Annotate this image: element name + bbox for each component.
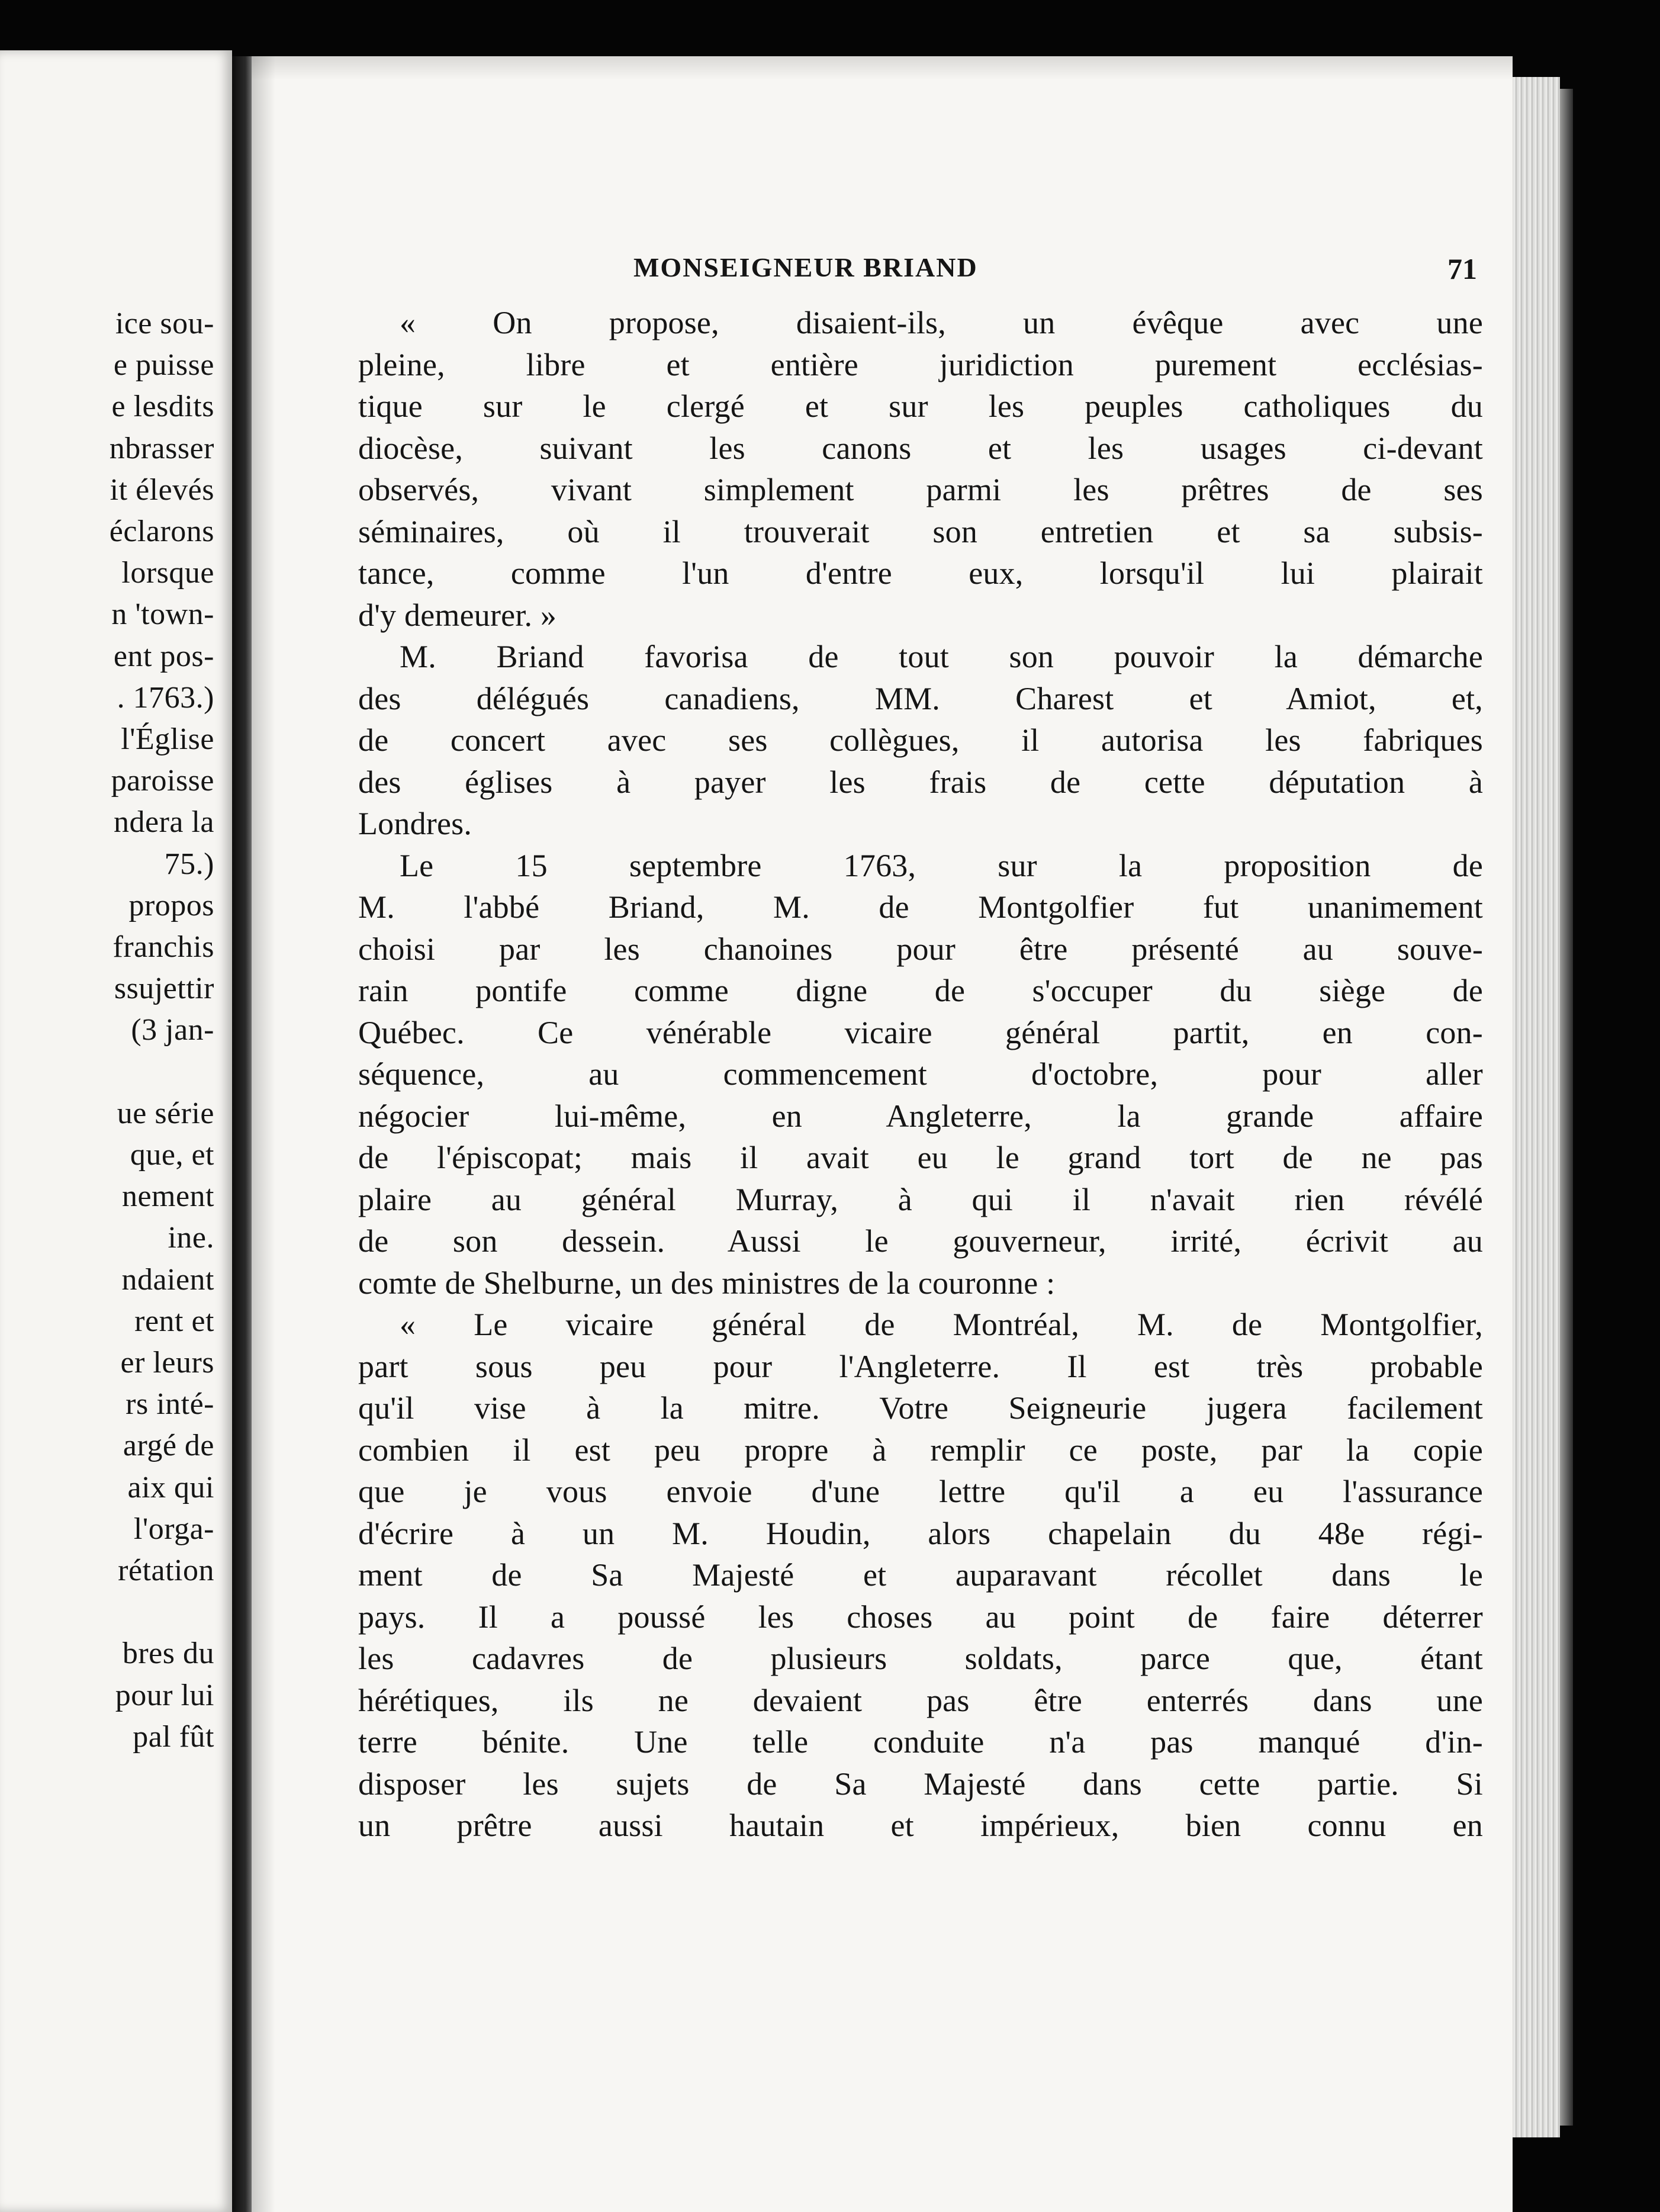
right-page bbox=[252, 56, 1513, 2212]
text-line: de concert avec ses collègues, il autorisa les fabriques bbox=[358, 722, 1483, 758]
text-line: séquence, au commencement d'octobre, pour aller bbox=[358, 1056, 1483, 1092]
text-line: M. Briand favorisa de tout son pouvoir la démarche bbox=[400, 639, 1483, 674]
left-page-line: ndera la bbox=[113, 805, 214, 840]
text-line: qu'il vise à la mitre. Votre Seigneurie jugera facilement bbox=[358, 1390, 1483, 1426]
text-line: séminaires, où il trouverait son entretien et sa subsis- bbox=[358, 513, 1483, 549]
left-page-line: ice sou- bbox=[115, 307, 214, 340]
text-line: pleine, libre et entière juridiction purement ecclésias- bbox=[358, 346, 1483, 382]
text-line: diocèse, suivant les canons et les usages ci-devant bbox=[358, 430, 1483, 466]
left-page-line: 75.) bbox=[164, 847, 214, 881]
left-page-line: lorsque bbox=[121, 556, 214, 590]
text-line: M. l'abbé Briand, M. de Montgolfier fut unanimement bbox=[358, 889, 1483, 925]
text-line: Le 15 septembre 1763, sur la proposition de bbox=[400, 847, 1483, 883]
text-line: d'y demeurer. » bbox=[358, 597, 557, 633]
left-page-line: rétation bbox=[118, 1554, 214, 1587]
left-page-line: ent pos- bbox=[113, 639, 214, 673]
text-line: choisi par les chanoines pour être présenté au souve- bbox=[358, 931, 1483, 967]
text-line: un prêtre aussi hautain et impérieux, bien connu en bbox=[358, 1808, 1483, 1843]
left-page-line: nbrasser bbox=[109, 431, 214, 465]
text-line: plaire au général Murray, à qui il n'avait rien révélé bbox=[358, 1181, 1483, 1217]
text-line: les cadavres de plusieurs soldats, parce que, étant bbox=[358, 1641, 1483, 1676]
left-page-line: paroisse bbox=[111, 764, 214, 798]
text-line: que je vous envoie d'une lettre qu'il a eu l'assurance bbox=[358, 1474, 1483, 1509]
left-page-line: . 1763.) bbox=[117, 680, 214, 715]
text-line: ment de Sa Majesté et auparavant récollet dans le bbox=[358, 1557, 1483, 1593]
left-page-line: rent et bbox=[134, 1304, 214, 1338]
text-line: de l'épiscopat; mais il avait eu le grand tort de ne pas bbox=[358, 1140, 1483, 1175]
text-line: pays. Il a poussé les choses au point de faire déterrer bbox=[358, 1599, 1483, 1635]
left-page-line: argé de bbox=[123, 1429, 214, 1463]
text-line: de son dessein. Aussi le gouverneur, irrité, écrivit au bbox=[358, 1223, 1483, 1259]
text-line: tance, comme l'un d'entre eux, lorsqu'il lui plairait bbox=[358, 555, 1483, 591]
body-text bbox=[358, 302, 1483, 1847]
running-head bbox=[633, 252, 1477, 293]
text-line: rain pontife comme digne de s'occuper du siège de bbox=[358, 973, 1483, 1008]
text-line: combien il est peu propre à remplir ce poste, par la copie bbox=[358, 1432, 1483, 1468]
text-line: disposer les sujets de Sa Majesté dans cette partie. Si bbox=[358, 1766, 1483, 1802]
left-page-line: pal fût bbox=[133, 1719, 214, 1754]
page-number: 71 bbox=[1447, 252, 1477, 285]
left-page-line: l'Église bbox=[121, 722, 214, 756]
left-page-line: ue série bbox=[117, 1096, 214, 1130]
left-page-line: éclarons bbox=[109, 515, 214, 548]
text-line: d'écrire à un M. Houdin, alors chapelain du 48e régi- bbox=[358, 1515, 1483, 1551]
left-page-line: ssujettir bbox=[114, 972, 214, 1006]
text-line: tique sur le clergé et sur les peuples catholiques du bbox=[358, 388, 1483, 424]
text-line: « On propose, disaient-ils, un évêque avec une bbox=[400, 305, 1483, 340]
left-page-line: propos bbox=[128, 888, 214, 922]
left-facing-page bbox=[0, 50, 232, 2212]
left-page-line: e puisse bbox=[113, 348, 214, 382]
left-page-line: franchis bbox=[112, 930, 214, 964]
left-page-line: n 'town- bbox=[111, 597, 214, 632]
text-line: terre bénite. Une telle conduite n'a pas manqué d'in- bbox=[358, 1724, 1483, 1760]
text-line: négocier lui-même, en Angleterre, la grande affaire bbox=[358, 1098, 1483, 1134]
page-shadow bbox=[252, 56, 275, 2212]
text-line: part sous peu pour l'Angleterre. Il est très probable bbox=[358, 1348, 1483, 1384]
left-page-line: it élevés bbox=[110, 472, 214, 507]
text-line: Londres. bbox=[358, 806, 472, 841]
left-page-line: (3 jan- bbox=[131, 1013, 214, 1047]
text-line: des églises à payer les frais de cette députation à bbox=[358, 764, 1483, 800]
text-line: Québec. Ce vénérable vicaire général partit, en con- bbox=[358, 1014, 1483, 1050]
left-page-line: ine. bbox=[168, 1221, 214, 1255]
left-page-line: pour lui bbox=[115, 1678, 214, 1712]
text-line: comte de Shelburne, un des ministres de la couronne : bbox=[358, 1265, 1056, 1301]
text-line: « Le vicaire général de Montréal, M. de Montgolfier, bbox=[400, 1307, 1483, 1342]
left-page-line: rs inté- bbox=[126, 1387, 214, 1422]
left-page-line: nement bbox=[121, 1179, 214, 1214]
text-line: des délégués canadiens, MM. Charest et Amiot, et, bbox=[358, 680, 1483, 716]
left-page-line: bres du bbox=[122, 1637, 214, 1671]
cover-edge bbox=[1560, 89, 1573, 2126]
left-page-line: que, et bbox=[130, 1138, 214, 1172]
left-page-line: e lesdits bbox=[111, 390, 214, 424]
left-page-line: l'orga- bbox=[133, 1512, 214, 1546]
left-page-line: ndaient bbox=[121, 1262, 214, 1297]
page-shadow bbox=[252, 56, 1513, 80]
running-title: MONSEIGNEUR BRIAND bbox=[633, 252, 978, 282]
text-line: observés, vivant simplement parmi les prêtres de ses bbox=[358, 472, 1483, 507]
page-stack-edge bbox=[1513, 77, 1560, 2137]
left-page-line: aix qui bbox=[127, 1470, 214, 1504]
text-line: hérétiques, ils ne devaient pas être enterrés dans une bbox=[358, 1682, 1483, 1718]
left-page-line: er leurs bbox=[120, 1346, 214, 1380]
